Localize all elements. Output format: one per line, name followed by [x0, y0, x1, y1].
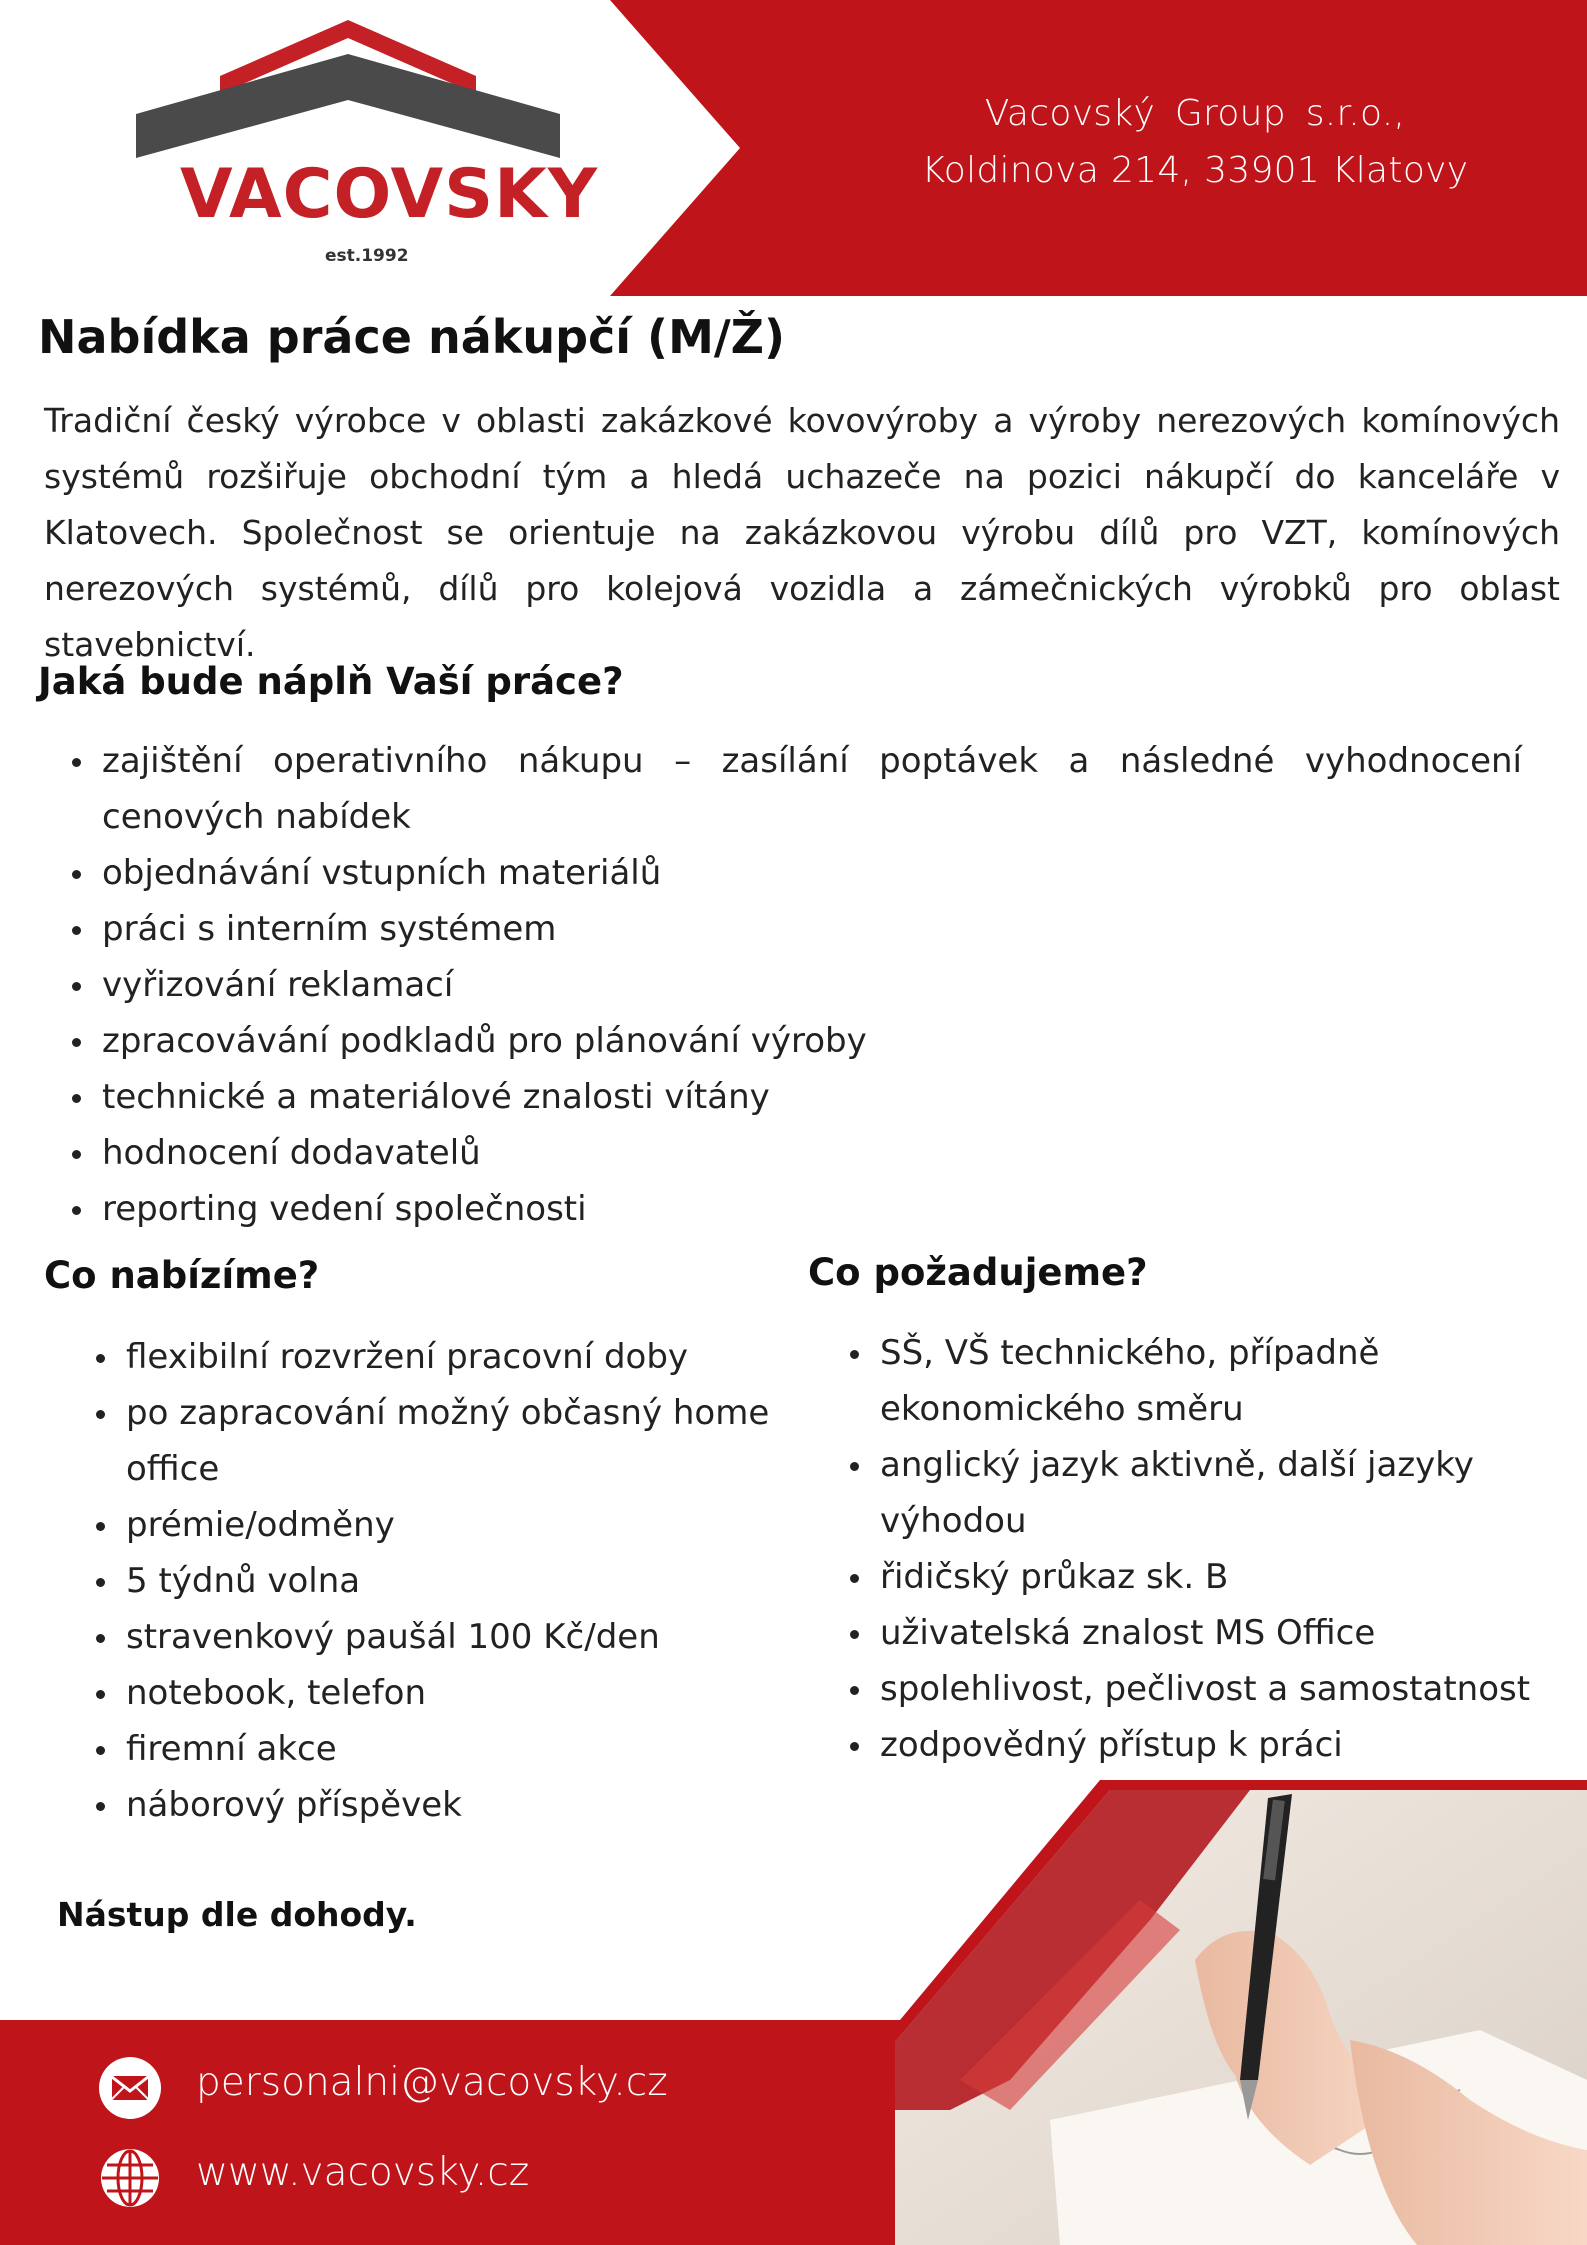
list-item: firemní akce — [96, 1721, 776, 1777]
contact-website[interactable]: www.vacovsky.cz — [196, 2150, 530, 2195]
list-item: hodnocení dodavatelů — [72, 1125, 1522, 1181]
logo-tagline: est.1992 — [325, 246, 409, 266]
company-address: Koldinova 214, 33901 Klatovy — [921, 150, 1469, 191]
list-item: zpracovávání podkladů pro plánování výroby — [72, 1013, 1522, 1069]
list-item: prémie/odměny — [96, 1497, 776, 1553]
list-item: řidičský průkaz sk. B — [850, 1549, 1550, 1605]
list-item: uživatelská znalost MS Office — [850, 1605, 1550, 1661]
list-item: reporting vedení společnosti — [72, 1181, 1522, 1237]
offers-heading: Co nabízíme? — [44, 1254, 320, 1297]
page-title: Nabídka práce nákupčí (M/Ž) — [38, 310, 786, 364]
start-note: Nástup dle dohody. — [57, 1895, 417, 1934]
list-item: zajištění operativního nákupu – zasílání poptávek a následné vyhodnocení cenových nabídek — [72, 733, 1522, 845]
list-item: flexibilní rozvržení pracovní doby — [96, 1329, 776, 1385]
list-item: spolehlivost, pečlivost a samostatnost — [850, 1661, 1550, 1717]
intro-paragraph: Tradiční český výrobce v oblasti zakázkové kovovýroby a výroby nerezových komínových systémů rozšiřuje obchodní tým a hledá uchazeče na pozici nákupčí do kanceláře v Klatovech. Společnost se orientuje na zakázkovou výrobu dílů pro VZT, komínových nerezových systémů, dílů pro kolejová vozidla a zámečnických výrobků pro oblast stavebnictví. — [44, 401, 1560, 664]
list-item: náborový příspěvek — [96, 1777, 776, 1833]
list-item: po zapracování možný občasný home office — [96, 1385, 776, 1497]
list-item: notebook, telefon — [96, 1665, 776, 1721]
list-item: technické a materiálové znalosti vítány — [72, 1069, 1522, 1125]
list-item: vyřizování reklamací — [72, 957, 1522, 1013]
globe-icon — [98, 2146, 162, 2210]
company-name: Vacovský Group s.r.o., — [984, 93, 1406, 134]
list-item: stravenkový paušál 100 Kč/den — [96, 1609, 776, 1665]
contact-email[interactable]: personalni@vacovsky.cz — [196, 2060, 668, 2105]
duties-heading: Jaká bude náplň Vaší práce? — [38, 660, 624, 703]
list-item: anglický jazyk aktivně, další jazyky výhodou — [850, 1437, 1550, 1549]
list-item: 5 týdnů volna — [96, 1553, 776, 1609]
list-item: zodpovědný přístup k práci — [850, 1717, 1550, 1773]
offers-list — [96, 1329, 776, 1833]
duties-list — [72, 733, 1522, 1237]
list-item: objednávání vstupních materiálů — [72, 845, 1522, 901]
list-item: SŠ, VŠ technického, případně ekonomického směru — [850, 1325, 1550, 1437]
logo-roof-icon — [130, 18, 560, 168]
list-item: práci s interním systémem — [72, 901, 1522, 957]
logo-wordmark: VACOVSKY — [180, 155, 599, 234]
requirements-heading: Co požadujeme? — [808, 1251, 1148, 1294]
requirements-list — [850, 1325, 1550, 1773]
envelope-icon — [98, 2056, 162, 2120]
